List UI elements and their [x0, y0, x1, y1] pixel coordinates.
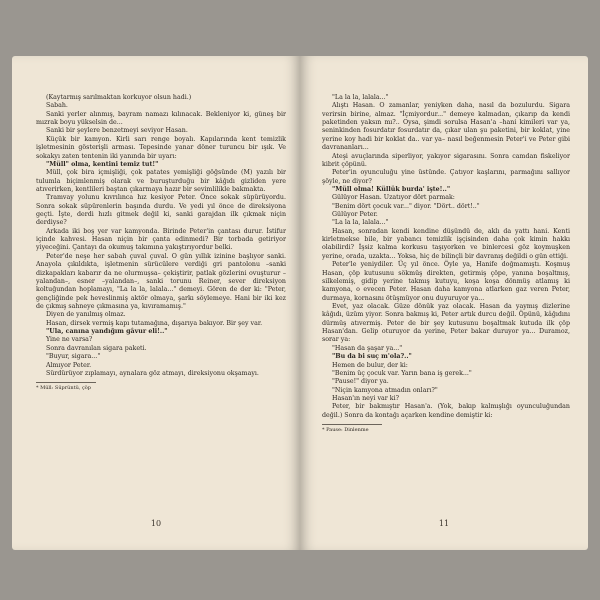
paragraph: "Pause!" diyor ya.: [332, 378, 389, 386]
left-page: [12, 56, 300, 550]
paragraph: "Ula, canına yandığım gâvur eli!..": [46, 328, 168, 336]
paragraph: "La la la, lalala...": [332, 219, 389, 227]
paragraph: Tramvay yolunu kıvrılınca hız kesiyor Peter. Önce sokak süpürüyordu. Sonra sokak süpürenlerin başında durdu. Ve yedi yıl önce de direksiyona geçti. İşte, derdi hızlı gitmek değil ki, sanki garajdan ilk çıkmak niçin derdiyse?: [36, 194, 286, 227]
right-page-text: [322, 94, 570, 420]
paragraph: Gülüyor Peter.: [332, 211, 378, 219]
paragraph: Alıştı Hasan. O zamanlar, yeniyken daha, nasıl da bozulurdu. Sigara verirsin birine, almaz. "İçmiyordur..." demeye kalmadan, çıkarıp da kendi paketinden yaksın mı?.. Oysa, şimdi sorulsa Hasan'a –hani kimileri var ya, seninkinden fosurdatır fosurdatır da, çıkar ulan şu paketini, bir koklat, yine yerine koy hadi bir koklat da.. var ya– nasıl beğenmesin Peter'i ve Peter gibi davrananları...: [322, 102, 570, 152]
open-book: [12, 56, 588, 550]
paragraph: (Kaytarmış sarılmaktan korkuyor olsun hadi.): [46, 94, 192, 101]
paragraph: Hasan'ın neyi var ki?: [332, 394, 399, 402]
paragraph: Küçük bir kamyon. Kirli sarı renge boyalı. Kapılarında kent temizlik işletmesinin gösterişli arması. Tepesinde yanar döner turuncu bir ışık. Ve sokakyı zaten tentenin iki yanında bir uyarı:: [36, 135, 286, 160]
paragraph: "Benim dört çocuk var..." diyor. "Dört.. dört!..": [332, 202, 480, 210]
paragraph: Sonra davranılan sigara paketi.: [46, 344, 147, 352]
left-footnote: * Müll: Süprüntü, çöp: [36, 385, 91, 392]
paragraph: "Müll" olma, kentini temiz tut!": [46, 160, 159, 168]
paragraph: Sürdürüyor zıplamayı, aynalara göz atmayı, direksiyonu okşamayı.: [46, 369, 259, 377]
right-footnote: * Pause: Dinlenme: [322, 427, 369, 434]
paragraph: Sanki yerler alınmış, bayram namazı kılınacak. Bekleniyor ki, güneş bir mızrak boyu yükselsin de...: [36, 110, 286, 127]
paragraph: Peter'le yeniydiler. Üç yıl önce. Öyle ya, Hanife doğmamıştı. Koşmuş Hasan, çöp kutusunu sökmüş direkten, getirmiş çöpe, yanına boşaltmış, silkelemiş, gidip yerine takmış kutuyu, koşa koşa dönmüş atlamış ki kamyona, o evecen Peter. Hasan daha kamyona atlarken gaz veren Peter, durmaya, kornasını ötüşmüyor onu duyuruyor ya...: [322, 261, 570, 302]
paragraph: Müll, çok bira içmişliği, çok patates yemişliği göğsünde (M) yazılı bir tulumla biçimlenmiş olarak ve buruşturduğu bir kâğıdı gizliden yere atıverirken, kentlileri baştan çıkarmaya hazır bir sevimlilikle bakmakta.: [36, 169, 286, 193]
paragraph: "Müll olma! Küllük burda' işte!..": [332, 185, 451, 193]
footnote-rule: [36, 382, 96, 383]
paragraph: "Buyur, sigara...": [46, 353, 101, 361]
right-page: [300, 56, 588, 550]
paragraph: "Bu da bi suç m'ola?..": [332, 353, 412, 361]
paragraph: "Niçin kamyona atmadın onları?": [332, 386, 438, 394]
paragraph: Gülüyor Hasan. Uzatıyor dört parmak:: [332, 194, 455, 202]
paragraph: Hasan, dirsek vermiş kapı tutamağına, dışarıya bakıyor. Bir şey var.: [46, 319, 263, 327]
paragraph: Ateşi avuçlarında siperliyor, yakıyor sigarasını. Sonra camdan fiskeliyor kibrit çöpünü.: [322, 152, 570, 168]
paragraph: Evet, yaz olacak. Güze dönük yaz olacak. Hasan da yaymış dizlerine kâğıdı, üzüm yiyor. Sonra bakmış ki, Peter artık durcu değil. Öpünü, kâğıdını dürmüş atıvermiş. Peter de bir şey kutusunu boşaltmak kutuda ilk çöp Hasan'dan. Gelip oturuyor da yerine, Peter bakar duruyor ya... Duramoz, sorar ya:: [322, 302, 570, 344]
paragraph: Peter, bir bakmıştır Hasan'a. (Yok, bakıp kalmışlığı oyunculuğundan değil.) Sonra da kontağı açarken kendine demiştir ki:: [322, 403, 570, 419]
paragraph: "Hasan da şaşar ya...": [332, 344, 403, 352]
paragraph: Almıyor Peter.: [46, 361, 92, 369]
left-page-number: 10: [150, 519, 162, 529]
paragraph: Arkada iki boş yer var kamyonda. Birinde Peter'in çantası durur. İstifur içinde kahvesi. Hasan niçin bir çanta edinmedi? Bir torbada getiriyor yiyeceğini. Çantayı da okumuş takımına yakıştırıyordur belki.: [36, 227, 286, 252]
paragraph: "La la la, lalala...": [332, 94, 389, 101]
right-page-number: 11: [438, 519, 450, 529]
paragraph: Yine ne varsa?: [46, 336, 93, 344]
footnote-rule: [322, 424, 382, 425]
paragraph: Diyen de yanılmış olmaz.: [46, 311, 126, 319]
paragraph: Sabah.: [46, 102, 68, 110]
paragraph: "Benim üç çocuk var. Yarın bana iş gerek...": [332, 369, 472, 377]
paragraph: Hemen de bulur, der ki:: [332, 361, 408, 369]
paragraph: Peter'de neşe her sabah çuval çuval. O gün yıllık izinine başlıyor sanki. Anayola çıkıldıkta, işletmenin sürücülere verdiği gri pantolonu –sanki dizkapakları kabarır da ne olurmuşsa– çekiştirir, patlak gözlerini ovuşturur –yalandan–, esner –yalandan–, sanki torunu Reiner, sever direksiyon koltuğundan hoplamayı, "La la la, lalala..." demeyi. Gören de der ki: "Peter, gençliğinde pek heveslinmiş aktör olmaya, şarkı söylemeye. Hani bir iki kez de çıkmış sahneye çıkmasına ya, kıvıramamış.": [36, 252, 286, 310]
paragraph: Hasan, sonradan kendi kendine düşündü de, aklı da yattı hani. Kenti kirletmekse bile, bir yabancı temizlik işçisinden daha çok kimin hakkı olabilirdi? İşsiz kalma korkusu taşıyorken ve binlercesi göz koymuşken yerine, orada, uzakta... Yoksa, hiç de bilinçli bir davranış değildi o gün ettiği.: [322, 227, 570, 260]
left-page-text: [36, 94, 286, 378]
paragraph: Peter'in oyunculuğu yine üstünde. Çatıyor kaşlarını, parmağını sallıyor şöyle, ne diyor?: [322, 169, 570, 185]
paragraph: Sanki bir şeylere benzetmeyi seviyor Hasan.: [46, 127, 188, 135]
